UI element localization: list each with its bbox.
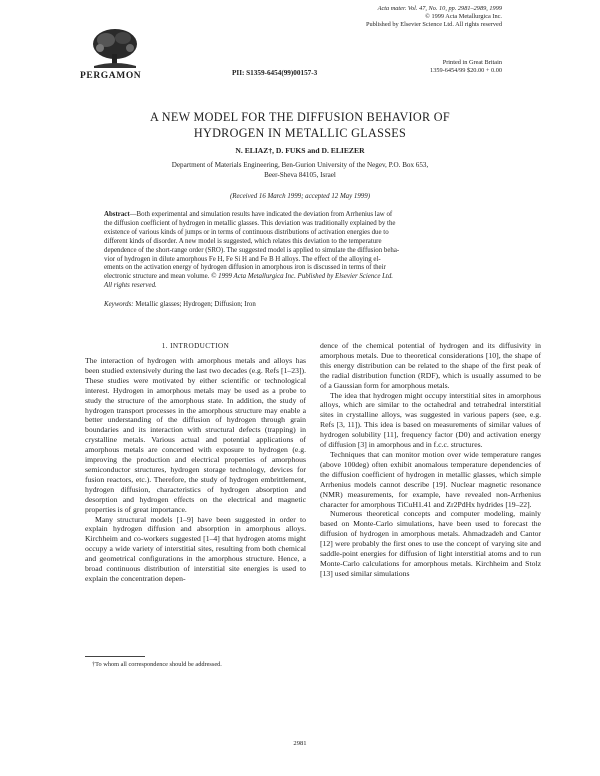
journal-copyright: © 1999 Acta Metallurgica Inc. [425, 13, 502, 20]
abstract-line: different kinds of disorder. A new model is suggested, which relates this deviation to the temperature [104, 237, 382, 245]
abstract-line: electronic structure and mean volume. [104, 273, 210, 281]
abstract-line: vior of hydrogen in dilute amorphous Fe H, Fe Si H and Fe B H alloys. The effect of the alloying el- [104, 255, 381, 263]
section-heading: 1. INTRODUCTION [161, 342, 230, 350]
body-column-left [85, 356, 306, 584]
footnote: †To whom all correspondence should be addressed. [92, 661, 222, 668]
paragraph: dence of the chemical potential of hydrogen and its diffusivity in amorphous metals. Due to theoretical considerations [10], the shape of this energy distribution can be related to the shape of the first peak of the radial distribution function (RDF), which is usually assumed to be of a Gaussian form for amorphous metals. [320, 341, 541, 390]
publisher-name: PERGAMON [80, 71, 142, 81]
abstract [104, 211, 494, 291]
journal-price-line: 1359-6454/99 $20.00 + 0.00 [430, 67, 502, 74]
title-line: A NEW MODEL FOR THE DIFFUSION BEHAVIOR OF [150, 110, 450, 124]
abstract-line: —Both experimental and simulation results have indicated the deviation from Arrhenius law of [129, 211, 393, 218]
author-list: N. ELIAZ†, D. FUKS and D. ELIEZER [235, 146, 365, 155]
affiliation [0, 160, 600, 180]
paragraph: The idea that hydrogen might occupy interstitial sites in amorphous alloys, which are similar to the octahedral and tetrahedral interstitial sites in crystalline alloys, was suggested in various papers (see, e.g. Refs [3, 11]). This idea is based on measurements of similar values of hydrogen solubility [11], frequency factor (D0) and activation energy of diffusion [3] in amorphous and in f.c.c. structures. [320, 390, 541, 450]
body-column-right [320, 341, 541, 579]
keywords-text: Metallic glasses; Hydrogen; Diffusion; Iron [133, 301, 256, 308]
page-number: 2981 [293, 740, 307, 747]
pii-identifier: PII: S1359-6454(99)00157-3 [232, 69, 318, 77]
keywords-label: Keywords: [104, 301, 134, 308]
abstract-copyright: © 1999 Acta Metallurgica Inc. Published by Elsevier Science Ltd. [209, 273, 394, 281]
abstract-line: the diffusion coefficient of hydrogen in metallic glasses. This deviation was traditionally explained by the [104, 219, 396, 227]
paragraph: Many structural models [1–9] have been suggested in order to explain hydrogen diffusion and absorption in amorphous alloys. Kirchheim and co-workers suggested [1–4] that hydrogen atoms might occupy a wide variety of interstitial sites, resulting from both chemical and geometrical configurations in the amorphous structure. Hence, a broad continuous distribution of interstitial site energies is used to explain the concentration depen- [85, 514, 306, 583]
abstract-line: dependence of the short-range order (SRO). The suggested model is applied to simulate the diffusion beha- [104, 246, 400, 254]
affiliation-line: Beer-Sheva 84105, Israel [264, 171, 336, 179]
received-dates: (Received 16 March 1999; accepted 12 May 1999) [230, 193, 370, 200]
title-line: HYDROGEN IN METALLIC GLASSES [193, 126, 407, 140]
keywords [104, 301, 256, 308]
paragraph: Numerous theoretical concepts and computer modeling, mainly based on Monte-Carlo simulations, have been used to forecast the diffusion of hydrogen in amorphous metals. Ahmadzadeh and Cantor [12] were probably the first ones to use the concept of varying site and saddle-point energies for diffusion of light interstitial atoms and to run Monte-Carlo calculations for amorphous metals. Kirchheim and Stolz [13] used similar simulations [320, 509, 541, 578]
footnote-rule [85, 656, 145, 657]
paragraph: Techniques that can monitor motion over wide temperature ranges (above 100deg) often exhibit anomalous temperature dependencies of the diffusion coefficient of hydrogen in metallic glasses, which simple Arrhenius models cannot describe [19]. Nuclear magnetic resonance (NMR) measurements, for example, have revealed non-Arrhenius character for amorphous TiCuH1.41 and Zr2PdHx hydrides [19–22]. [320, 449, 541, 509]
abstract-line: ements on the activation energy of hydrogen diffusion in amorphous iron is discussed in terms of their [104, 264, 386, 272]
journal-citation: Acta mater. Vol. 47, No. 10, pp. 2981–2989, 1999 [377, 5, 502, 12]
abstract-line: existence of various kinds of jumps or in terms of continuous distributions of activation energies due to [104, 228, 389, 236]
journal-printed-line: Printed in Great Britain [442, 59, 502, 66]
journal-publisher-line: Published by Elsevier Science Ltd. All rights reserved [365, 21, 502, 28]
pergamon-tree-logo [86, 26, 144, 70]
paragraph: The interaction of hydrogen with amorphous metals and alloys has been studied extensively during the last two decades (e.g. Refs [1–23]). These studies were motivated by either scientific or technological interest. Hydrogen in amorphous metals may be used as a probe to study the structure of the amorphous state. In addition, the study of hydrogen transport processes in the amorphous structure may enable a better understanding of the diffusion of hydrogen through grain boundaries and its interaction with structural defects (trapping) in crystalline metals. Various actual and potential applications of amorphous metals are concerned with exposure to hydrogen (e.g. improving the production and electrical properties of amorphous semiconductor structures, hydrogen storage technology, devices for fusion reactors, etc.). Therefore, the study of hydrogen embrittlement, hydrogen diffusion, characteristics of hydrogen absorption and desorption and hydrogen effects on the electrical and magnetic properties is of great importance. [85, 356, 306, 514]
abstract-label: Abstract [104, 211, 130, 218]
paper-title [0, 109, 600, 141]
abstract-rights: All rights reserved. [104, 282, 157, 290]
affiliation-line: Department of Materials Engineering, Ben-Gurion University of the Negev, P.O. Box 653, [171, 161, 429, 169]
